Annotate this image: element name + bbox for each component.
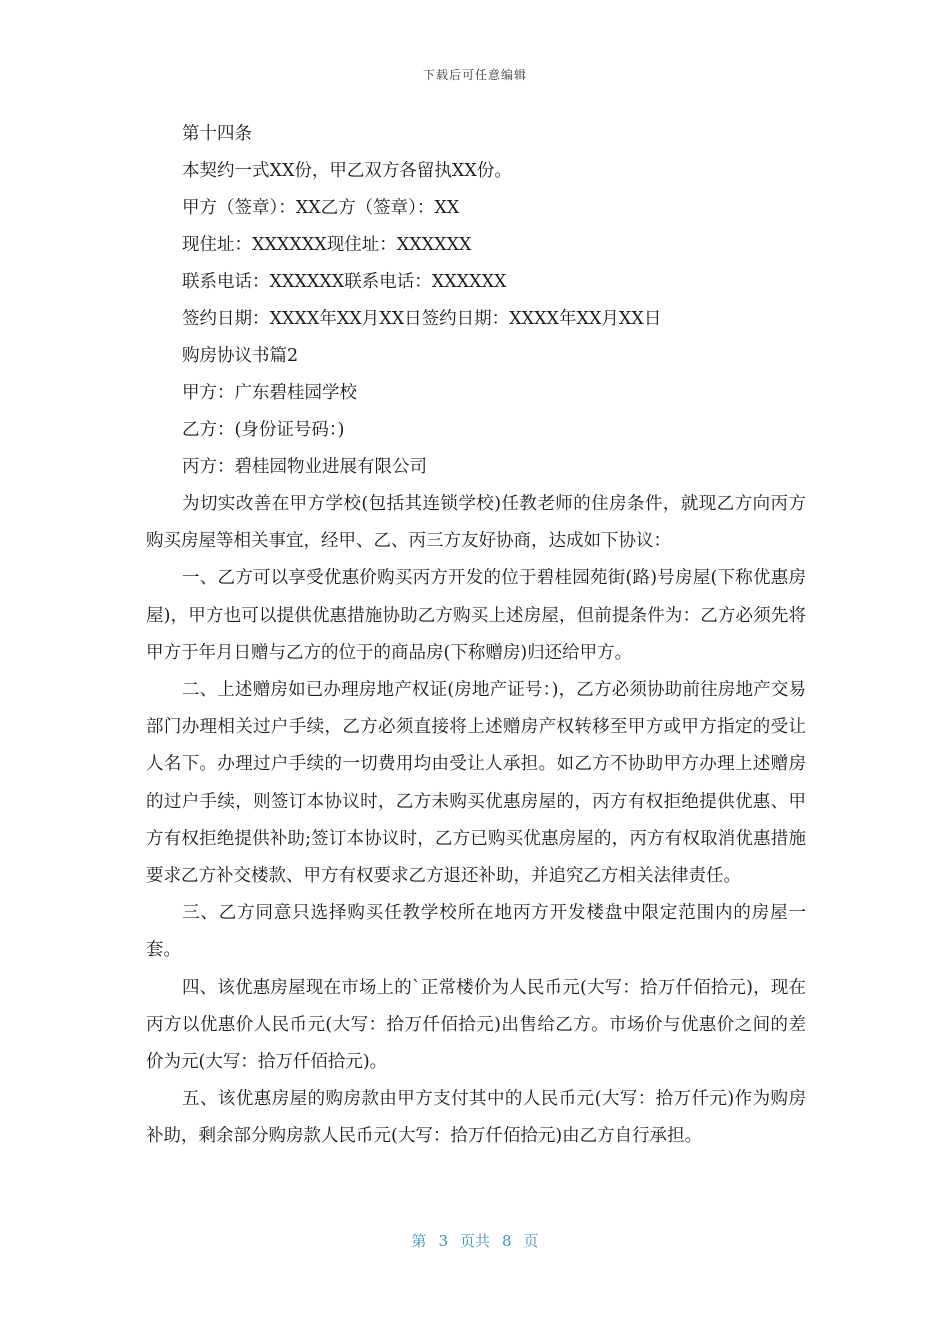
footer-total-pages: 8: [502, 1232, 512, 1250]
address-line: 现住址：XXXXXX现住址：XXXXXX: [182, 235, 472, 255]
clause-3-paragraph: 三、乙方同意只选择购买任教学校所在地丙方开发楼盘中限定范围内的房屋一套。: [146, 903, 806, 961]
party-b-line: 乙方：(身份证号码：): [182, 420, 345, 440]
footer-prefix: 第: [411, 1232, 427, 1250]
clause-1-paragraph: 一、乙方可以享受优惠价购买丙方开发的位于碧桂园苑街(路)号房屋(下称优惠房屋)，甲方也可以提供优惠措施协助乙方购买上述房屋，但前提条件为：乙方必须先将甲方于年月日赠与乙方的位于的商品房(下称赠房)归还给甲方。: [146, 568, 806, 663]
article-heading: 第十四条: [182, 124, 252, 144]
clause-5-paragraph: 五、该优惠房屋的购房款由甲方支付其中的人民币元(大写：拾万仟元)作为购房补助，剩余部分购房款人民币元(大写：拾万仟佰拾元)由乙方自行承担。: [146, 1089, 806, 1147]
sign-date-line: 签约日期：XXXX年XX月XX日签约日期：XXXX年XX月XX日: [182, 309, 662, 329]
clause-2-paragraph: 二、上述赠房如已办理房地产权证(房地产证号：)，乙方必须协助前往房地产交易部门办理相关过户手续，乙方必须直接将上述赠房产权转移至甲方或甲方指定的受让人名下。办理过户手续的一切费用均由受让人承担。如乙方不协助甲方办理上述赠房的过户手续，则签订本协议时，乙方未购买优惠房屋的，丙方有权拒绝提供优惠、甲方有权拒绝提供补助;签订本协议时，乙方已购买优惠房屋的，丙方有权取消优惠措施要求乙方补交楼款、甲方有权要求乙方退还补助，并追究乙方相关法律责任。: [146, 680, 806, 887]
phone-line: 联系电话：XXXXXX联系电话：XXXXXX: [182, 272, 507, 292]
signature-line: 甲方（签章）：XX乙方（签章）：XX: [182, 198, 460, 218]
party-a-line: 甲方：广东碧桂园学校: [182, 383, 357, 403]
footer-middle: 页共: [459, 1232, 490, 1250]
page-footer: [0, 1230, 950, 1251]
footer-suffix: 页: [523, 1232, 539, 1250]
copies-clause: 本契约一式XX份，甲乙双方各留执XX份。: [182, 161, 512, 181]
section-title: 购房协议书篇2: [182, 346, 299, 366]
footer-page-number: 3: [438, 1232, 448, 1250]
intro-paragraph: 为切实改善在甲方学校(包括其连锁学校)任教老师的住房条件，就现乙方向丙方购买房屋等相关事宜，经甲、乙、丙三方友好协商，达成如下协议：: [146, 494, 806, 552]
clause-4-paragraph: 四、该优惠房屋现在市场上的`正常楼价为人民币元(大写：拾万仟佰拾元)，现在丙方以优惠价人民币元(大写：拾万仟佰拾元)出售给乙方。市场价与优惠价之间的差价为元(大写：拾万仟佰拾元)。: [146, 977, 806, 1073]
header-note: 下载后可任意编辑: [422, 68, 527, 82]
party-c-line: 丙方：碧桂园物业进展有限公司: [182, 457, 427, 477]
document-body: [146, 116, 806, 1156]
